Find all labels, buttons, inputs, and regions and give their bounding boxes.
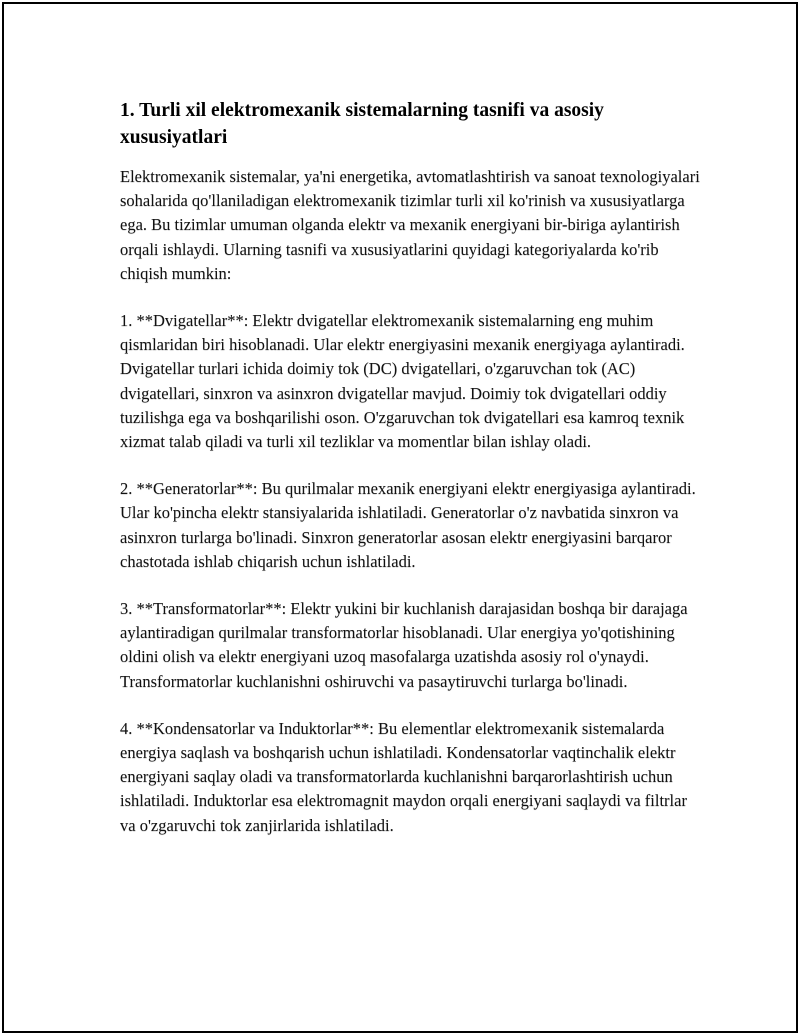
document-title: 1. Turli xil elektromexanik sistemalarning tasnifi va asosiy xususiyatlari <box>120 100 604 148</box>
section-kondensatorlar: 4. **Kondensatorlar va Induktorlar**: Bu elementlar elektromexanik sistemalarda energiya saqlash va boshqarish uchun ishlatiladi. Kondensatorlar vaqtinchalik elektr energiyani saqlay oladi va transformatorlarda kuchlanishni barqarorlashtirish uchun ishlatiladi. Induktorlar esa elektromagnit maydon orqali energiyani saqlaydi va filtrlar va o'zgaruvchi tok zanjirlarida ishlatiladi. <box>120 718 687 835</box>
section-generatorlar: 2. **Generatorlar**: Bu qurilmalar mexanik energiyani elektr energiyasiga aylantiradi. Ular ko'pincha elektr stansiyalarida ishlatiladi. Generatorlar o'z navbatida sinxron va asinxron turlarga bo'linadi. Sinxron generatorlar asosan elektr energiyasini barqaror chastotada ishlab chiqarish uchun ishlatiladi. <box>120 479 696 571</box>
intro-paragraph: Elektromexanik sistemalar, ya'ni energetika, avtomatlashtirish va sanoat texnologiyalari sohalarida qo'llaniladigan elektromexanik tizimlar turli xil ko'rinish va xususiyatlarga ega. Bu tizimlar umuman olganda elektr va mexanik energiyani bir-biriga aylantirish orqali ishlaydi. Ularning tasnifi va xususiyatlarini quyidagi kategoriyalarda ko'rib chiqish mumkin: <box>120 167 700 283</box>
section-dvigatellar: 1. **Dvigatellar**: Elektr dvigatellar elektromexanik sistemalarning eng muhim qismlaridan biri hisoblanadi. Ular elektr energiyasini mexanik energiyaga aylantiradi. Dvigatellar turlari ichida doimiy tok (DC) dvigatellari, o'zgaruvchan tok (AC) dvigatellari, sinxron va asinxron dvigatellar mavjud. Doimiy tok dvigatellari oddiy tuzilishga ega va boshqarilishi oson. O'zgaruvchan tok dvigatellari esa kamroq texnik xizmat talab qiladi va turli xil tezliklar va momentlar bilan ishlay oladi. <box>120 311 685 452</box>
page-frame <box>2 2 798 1033</box>
document-body <box>120 97 700 861</box>
section-transformatorlar: 3. **Transformatorlar**: Elektr yukini bir kuchlanish darajasidan boshqa bir darajaga aylantiradigan qurilmalar transformatorlar hisoblanadi. Ular energiya yo'qotishining oldini olish va elektr energiyani uzoq masofalarga uzatishda asosiy rol o'ynaydi. Transformatorlar kuchlanishni oshiruvchi va pasaytiruvchi turlarga bo'linadi. <box>120 599 688 691</box>
